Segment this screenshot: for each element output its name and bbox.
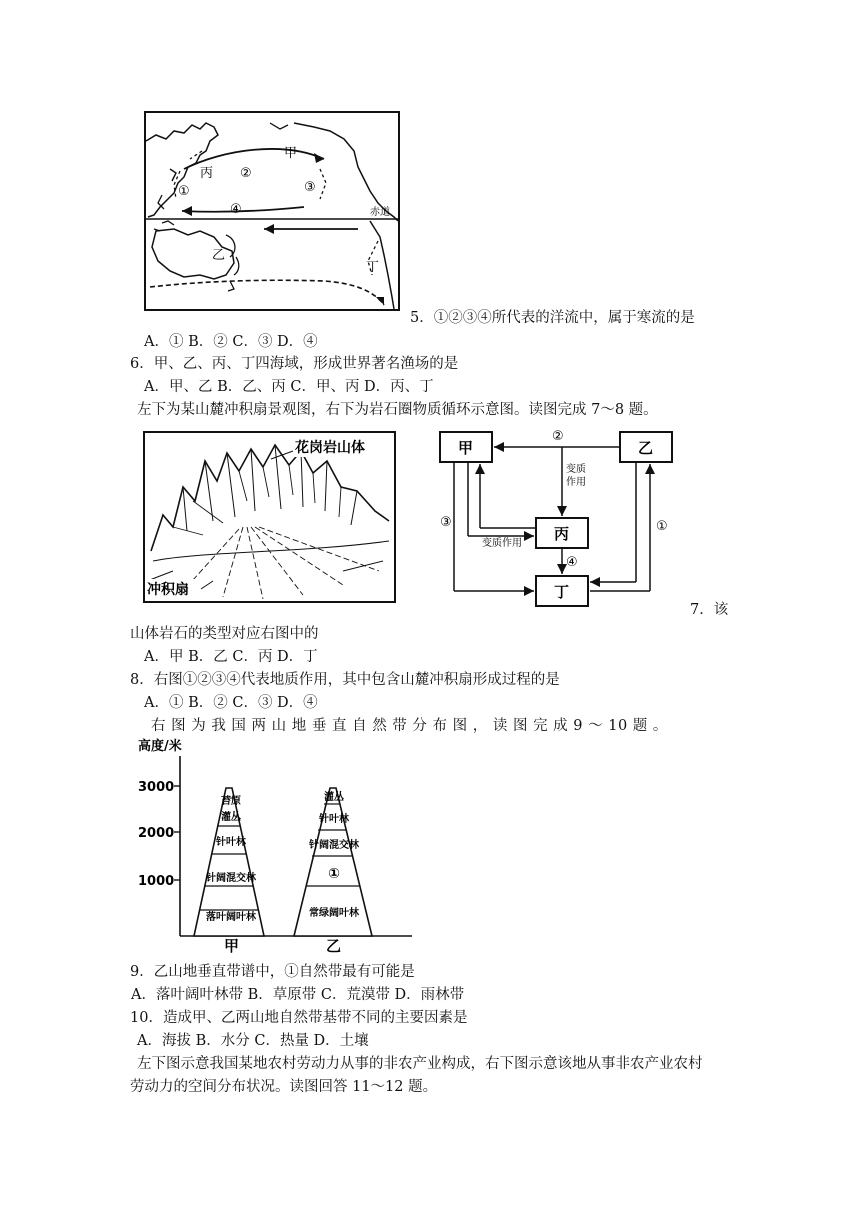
question-7-options: A．甲 B．乙 C．丙 D．丁 [144,649,318,665]
question-9-options: A．落叶阔叶林带 B．草原带 C．荒漠带 D．雨林带 [131,987,465,1003]
label-c2: ② [240,166,252,181]
tick-3000: 3000 [138,780,175,795]
box-yi: 乙 [638,439,654,457]
zone-a-conifer: 针叶林 [216,837,246,848]
fan-label: 冲积扇 [147,582,189,598]
arrow-label-c1: ① [656,519,668,534]
question-9-stem: 9．乙山地垂直带谱中，①自然带最有可能是 [130,964,415,980]
label-c1: ① [178,184,190,199]
tick-1000: 1000 [138,874,175,889]
question-6-stem: 6．甲、乙、丙、丁四海域，形成世界著名渔场的是 [130,356,459,372]
question-8-options: A．① B．② C．③ D．④ [144,695,318,711]
zone-a-shrub: 灌丛 [221,812,241,823]
question-7-stem-b: 山体岩石的类型对应右图中的 [130,626,319,642]
label-c4: ④ [230,202,242,217]
granite-label: 花岗岩山体 [295,440,365,456]
label-bing: 丙 [200,166,214,181]
label-ding: 丁 [366,260,380,275]
mountain-a-name: 甲 [224,937,240,955]
intro-11-12-line1: 左下图示意我国某地农村劳动力从事的非农产业构成，右下图示意该地从事非农产业农村 [137,1056,703,1072]
vertical-zones-chart [128,736,418,958]
zone-b-shrub: 灌丛 [324,792,344,803]
metamorphism-label-1: 变质作用 [566,464,586,488]
zone-a-deciduous: 落叶阔叶林 [206,912,256,923]
alluvial-fan-figure [143,431,396,603]
zone-b-evergreen: 常绿阔叶林 [309,908,359,919]
rock-cycle-diagram [436,428,676,610]
zone-b-mixed: 针阔混交林 [309,840,359,851]
question-8-stem: 8．右图①②③④代表地质作用，其中包含山麓冲积扇形成过程的是 [130,672,560,688]
tick-2000: 2000 [138,826,175,841]
box-jia: 甲 [458,439,474,457]
zone-a-tundra: 苔原 [221,796,241,807]
question-7-stem-a: 7．该 [690,602,729,618]
question-10-stem: 10．造成甲、乙两山地自然带基带不同的主要因素是 [130,1010,468,1026]
question-10-options: A．海拔 B．水分 C．热量 D．土壤 [137,1033,369,1049]
box-ding: 丁 [554,583,570,601]
question-6-options: A．甲、乙 B．乙、丙 C．甲、丙 D．丙、丁 [144,379,434,395]
zone-a-mixed: 针阔混交林 [206,873,256,884]
zone-b-conifer: 针叶林 [319,814,349,825]
metamorphism-label-2: 变质作用 [482,538,522,549]
intro-7-8: 左下为某山麓冲积扇景观图，右下为岩石圈物质循环示意图。读图完成 7～8 题。 [137,402,658,418]
zone-b-unknown: ① [328,866,340,882]
intro-11-12-line2: 劳动力的空间分布状况。读图回答 11～12 题。 [130,1079,438,1095]
label-c3: ③ [304,180,316,195]
equator-label: 赤道 [370,207,390,218]
arrow-label-c4: ④ [566,555,578,570]
label-jia: 甲 [284,146,298,161]
arrow-label-c3: ③ [440,515,452,530]
box-bing: 丙 [554,525,570,543]
label-yi: 乙 [212,248,226,263]
mountain-b-name: 乙 [326,937,342,955]
intro-9-10: 右 图 为 我 国 两 山 地 垂 直 自 然 带 分 布 图 ， 读 图 完 成 9 ～ 10 题 。 [151,718,668,734]
arrow-label-c2: ② [552,429,564,444]
question-5-options: A．① B．② C．③ D．④ [144,334,318,350]
y-axis-label: 高度/米 [138,739,182,754]
ocean-current-map [144,111,400,311]
question-5-stem: 5．①②③④所代表的洋流中，属于寒流的是 [410,310,695,326]
